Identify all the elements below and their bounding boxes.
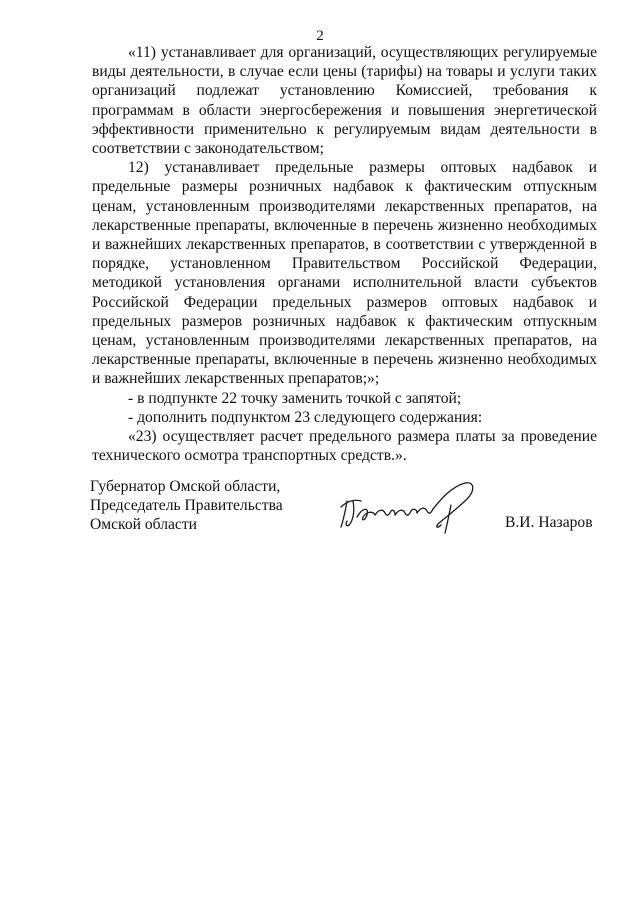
signatory-title-line: Председатель Правительства: [90, 497, 283, 515]
signatory-title-line: Омской области: [90, 516, 198, 534]
paragraph-item-12: 12) устанавливает предельные размеры оптовых надбавок и предельные размеры розничных надбавок к фактическим отпускным ценам, установленным производителями лекарственных препаратов, на лекарственные препараты, включенные в перечень жизненно необходимых и важнейших лекарственных препаратов, в соответствии с утвержденной в порядке, установленном Правительством Российской Федерации, методикой установления органами исполнительной власти субъектов Российской Федерации предельных размеров оптовых надбавок и предельных размеров розничных надбавок к фактическим отпускным ценам, установленным производителями лекарственных препаратов, на лекарственные препараты, включенные в перечень жизненно необходимых и важнейших лекарственных препаратов;»;: [92, 159, 597, 388]
paragraph-item-23: «23) осуществляет расчет предельного размера платы за проведение технического осмотра транспортных средств.».: [92, 428, 597, 465]
paragraph-amend-22: - в подпункте 22 точку заменить точкой с запятой;: [128, 389, 462, 407]
signatory-title-line: Губернатор Омской области,: [90, 478, 281, 495]
signatory-title: [90, 477, 330, 535]
paragraph-item-11: «11) устанавливает для организаций, осуществляющих регулируемые виды деятельности, в случае если цены (тарифы) на товары и услуги таких организаций подлежат установлению Комиссией, требования к программам в области энергосбережения и повышения энергетической эффективности применительно к регулируемым видам деятельности в соответствии с законодательством;: [92, 44, 597, 158]
paragraph-add-23: - дополнить подпунктом 23 следующего содержания:: [128, 408, 483, 426]
document-body: [92, 43, 597, 465]
signatory-name: В.И. Назаров: [505, 514, 593, 531]
page-number: 2: [316, 28, 324, 44]
handwritten-signature: [333, 477, 493, 537]
signature-block: [90, 477, 610, 537]
